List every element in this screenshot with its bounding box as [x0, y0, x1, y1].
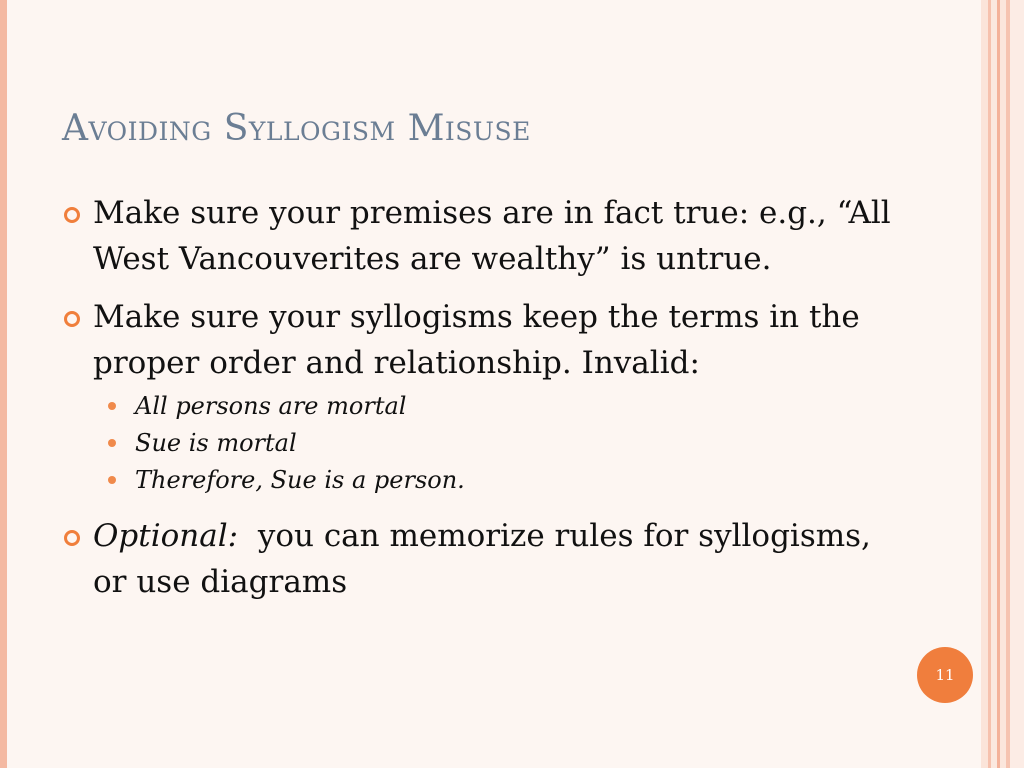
bullet-item: [62, 294, 892, 386]
bullet-dot-icon: [108, 476, 116, 484]
sub-bullet-list: [105, 388, 892, 499]
sub-bullet-item: [105, 425, 892, 462]
page-number-badge: [917, 647, 973, 703]
bullet-item: [62, 190, 892, 282]
bullet-text: Make sure your premises are in fact true: e.g., “All West Vancouverites are wealthy” is untrue.: [93, 195, 891, 277]
bullet-text: you can memorize rules for syllogisms, or use diagrams: [93, 518, 871, 600]
sub-bullet-text: Sue is mortal: [135, 429, 297, 457]
bullet-text: Make sure your syllogisms keep the terms in the proper order and relationship. Invalid:: [93, 299, 860, 381]
sub-bullet-item: [105, 462, 892, 499]
bullet-dot-icon: [108, 402, 116, 410]
bullet-ring-icon: [64, 530, 80, 546]
bullet-ring-icon: [64, 207, 80, 223]
left-border: [0, 0, 7, 768]
bullet-ring-icon: [64, 311, 80, 327]
sub-bullet-item: [105, 388, 892, 425]
right-stripe: [1010, 0, 1024, 768]
slide-title: Avoiding Syllogism Misuse: [62, 108, 531, 149]
bullet-item: [62, 513, 892, 605]
sub-bullet-text: All persons are mortal: [135, 392, 407, 420]
page-number: 11: [935, 666, 955, 684]
slide-content: [62, 190, 892, 605]
bullet-emphasis: Optional:: [93, 518, 239, 554]
bullet-dot-icon: [108, 439, 116, 447]
right-stripe: [981, 0, 988, 768]
sub-bullet-text: Therefore, Sue is a person.: [135, 466, 465, 494]
